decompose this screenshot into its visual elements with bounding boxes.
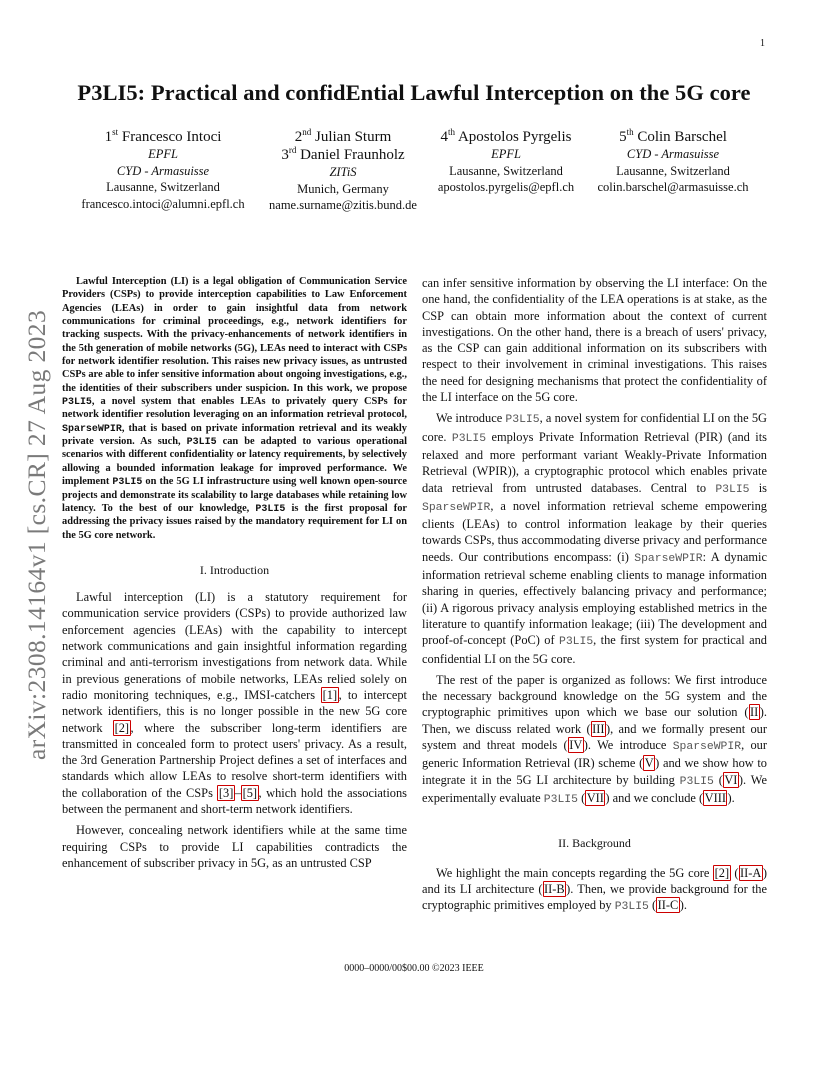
abstract-text: , a novel system that enables LEAs to privately query CSPs for network identifier resolution leveraging on an information retrieval protocol, [62, 396, 407, 421]
system-name: P3LI5 [505, 414, 540, 427]
body-text: ( [713, 772, 723, 787]
citation-link[interactable]: [2] [114, 720, 130, 735]
body-text: ( [648, 898, 657, 913]
author-ordinal: 1 [104, 129, 113, 145]
intro-paragraph-3 [422, 410, 767, 666]
author-name: Colin Barschel [637, 129, 727, 145]
author-ordinal: 5 [619, 129, 627, 145]
body-text: ), and we formally present our system and threat models ( [422, 721, 767, 753]
author-name: Francesco Intoci [121, 129, 222, 145]
abstract-text: is the first proposal for addressing the privacy issues raised by the mandatory requirement for LI on the 5G core network. [62, 502, 407, 541]
scheme-name: SparseWPIR [634, 552, 703, 565]
background-paragraph-1 [422, 865, 767, 916]
author-location: Lausanne, Switzerland [616, 163, 730, 178]
citation-link[interactable]: [2] [714, 865, 730, 880]
section-ref-link[interactable]: IV [569, 738, 583, 753]
author-email: apostolos.pyrgelis@epfl.ch [437, 180, 575, 194]
author-affiliation: EPFL [148, 147, 178, 161]
author-ordinal-suffix: st [112, 127, 119, 137]
abstract [62, 275, 407, 542]
scheme-name: SparseWPIR [672, 741, 742, 754]
system-name: P3LI5 [679, 775, 714, 788]
author-ordinal-suffix: nd [302, 127, 312, 137]
intro-paragraph-4 [422, 672, 767, 808]
section-ref-link[interactable]: VIII [704, 790, 726, 805]
body-text: , a novel information retrieval scheme empowering clients (LEAs) to control information leakage by their queries towards CSPs, thus accommodating diverse privacy and performance needs. Our contributions encompass: (i) [422, 498, 767, 564]
intro-paragraph-2: However, concealing network identifiers while at the same time requiring CSPs to provide LI capabilities contradicts the enhancement of subscriber privacy in 5G, as an untrusted CSP [62, 823, 407, 870]
section-ref-link[interactable]: II-A [740, 865, 762, 880]
body-text: ). [679, 898, 688, 913]
system-name: P3LI5 [451, 432, 487, 445]
author-location: Munich, Germany [297, 181, 389, 196]
copyright-footer: 0000–0000/00$00.00 ©2023 IEEE [344, 963, 484, 974]
body-text: ). Then, we discuss related work ( [422, 705, 767, 736]
section-ref-link[interactable]: VI [724, 772, 738, 787]
body-text: – [234, 785, 242, 800]
intro-paragraph-2-continued: can infer sensitive information by observing the LI interface: On the one hand, the confidentiality of the LEA operations is at stake, as the CSP can obtain more information about the context of current investigations. On the other hand, there is a breach of users' privacy, as the CSP can gain additional information on its subscribers with respect to their involvement in criminal investigations. This raises the need for designing mechanisms that protect the confidentiality of the LI interface on the 5G core. [422, 276, 767, 405]
intro-paragraph-1 [62, 589, 407, 817]
body-text: , our generic Information Retrieval (IR) scheme ( [422, 738, 767, 771]
author-block-3 [429, 128, 583, 196]
author-ordinal-suffix: th [448, 127, 456, 137]
author-location: Lausanne, Switzerland [106, 180, 220, 194]
body-text: ) and its LI architecture ( [422, 865, 767, 896]
system-name: P3LI5 [558, 636, 594, 649]
body-text: : A dynamic information retrieval scheme enabling clients to manage information sharing in queries, effectively balancing privacy and performance; (ii) A rigorous privacy analysis employing established metrics in the literature to quantify information leakage; (iii) The development and proof-of-concept (PoC) of [422, 549, 767, 648]
author-email: francesco.intoci@alumni.epfl.ch [81, 196, 245, 211]
section-ref-link[interactable]: III [592, 721, 605, 736]
abstract-text: can be adapted to various operational scenarios with different confidentiality or latency requirements, by selectively allowing a bounded information leakage for improved performance. We implement [62, 436, 407, 488]
system-name: P3LI5 [614, 901, 649, 914]
system-name: P3LI5 [112, 476, 143, 488]
abstract-text: Lawful Interception (LI) is a legal obligation of Communication Service Providers (CSPs) to provide interception capabilities to Law Enforcement Agencies (LEAs) in order to gain insightful data from network communications for criminal proceedings, e.g., network identifiers for tracking suspects. With the privacy-enhancements of network identifiers in the 5th generation of mobile networks (5G), LEAs need to interact with CSPs for network identifier resolution. This raises new privacy issues, as untrusted CSPs are able to infer sensitive information about ongoing investigations, e.g., the identities of their subscribers under suspicion. In this work, we propose [62, 276, 407, 394]
section-ref-link[interactable]: VII [586, 790, 604, 805]
body-text: ( [577, 790, 586, 805]
author-block-1 [72, 128, 254, 212]
system-name: P3LI5 [715, 483, 750, 496]
body-text: ( [730, 865, 739, 880]
section-ref-link[interactable]: II [750, 705, 759, 720]
citation-link[interactable]: [1] [322, 687, 338, 702]
author-block-4 [585, 128, 761, 196]
author-email: name.surname@zitis.bund.de [269, 198, 417, 212]
body-text: ). We introduce [583, 738, 673, 753]
section-ref-link[interactable]: II-B [544, 881, 565, 896]
body-text: ) and we conclude ( [605, 790, 704, 805]
system-name: P3LI5 [62, 396, 92, 408]
author-name: Julian Sturm [314, 129, 392, 145]
body-text: , the first system for practical and confidential LI on the 5G core. [422, 633, 767, 666]
author-location: Lausanne, Switzerland [449, 163, 563, 178]
author-affiliation-secondary: CYD - Armasuisse [116, 163, 210, 178]
body-text: is [749, 480, 767, 495]
body-text: , which hold the associations between the permanent and short-term network identifiers. [62, 785, 407, 817]
left-column [62, 275, 407, 871]
arxiv-stamp: arXiv:2308.14164v1 [cs.CR] 27 Aug 2023 [22, 309, 51, 760]
author-ordinal: 4 [440, 129, 449, 145]
system-name: P3LI5 [186, 436, 217, 448]
author-ordinal: 3 [281, 147, 289, 163]
body-text: Lawful interception (LI) is a statutory requirement for communication service providers (CSPs) to provide authorized law enforcement agencies (LEAs) with the capability to intercept network communications and gain insightful information regarding criminal and anti-terrorism investigations from network data. While in previous generations of mobile networks, LEAs relied solely on radio monitoring techniques, e.g., IMSI-catchers [62, 590, 407, 702]
body-text: ). [727, 790, 735, 805]
author-name: Daniel Fraunholz [300, 147, 405, 163]
body-text: ) and we show how to integrate it in the 5G LI architecture by building [422, 756, 768, 787]
author-affiliation: EPFL [491, 147, 521, 161]
body-text: employs Private Information Retrieval (PIR) (and its relaxed and more performant variant Weakly-Private Information Retrieval (WPIR)), a cryptographic protocol which enables private data retrieval from untrusted databases. Central to [422, 429, 767, 495]
body-text: The rest of the paper is organized as follows: We first introduce the necessary background knowledge on the 5G system and the cryptographic primitives upon which we base our solution ( [422, 672, 767, 720]
author-affiliation: CYD - Armasuisse [626, 147, 720, 161]
body-text: We highlight the main concepts regarding the 5G core [436, 865, 714, 880]
author-affiliation: ZITiS [329, 165, 357, 179]
section-heading-introduction: I. Introduction [199, 562, 270, 577]
body-text: ). We experimentally evaluate [422, 772, 767, 805]
body-text: , to intercept network identifiers, this is no longer possible in the new 5G core network [62, 687, 407, 735]
scheme-name: SparseWPIR [422, 501, 491, 514]
body-text: We introduce [436, 411, 506, 426]
author-block-2 [258, 128, 428, 214]
author-ordinal-suffix: rd [288, 145, 297, 155]
author-email: colin.barschel@armasuisse.ch [597, 180, 749, 194]
abstract-text: on the 5G LI infrastructure using well known open-source projects and demonstrate its scalability to large databases while retaining low latency. To the best of our knowledge, [62, 476, 407, 514]
abstract-text: , that is based on private information retrieval and its weakly private version. As such, [62, 422, 407, 448]
section-ref-link[interactable]: II-C [657, 898, 679, 913]
author-name: Apostolos Pyrgelis [457, 129, 572, 145]
author-ordinal-suffix: th [626, 127, 634, 137]
body-text: , a novel system for confidential LI on the 5G core. [422, 411, 767, 444]
section-ref-link[interactable]: V [644, 756, 654, 771]
section-heading-background: II. Background [558, 836, 631, 851]
body-text: , where the subscriber long-term identifiers are transmitted in concealed form to protect users' privacy. As a result, the 3rd Generation Partnership Project defines a set of interfaces and standards which allow LEAs to resolve short-term identifiers with the collaboration of the CSPs [62, 720, 408, 800]
page-number: 1 [760, 38, 765, 49]
author-ordinal: 2 [294, 129, 303, 145]
system-name: P3LI5 [255, 502, 286, 514]
paper-title: P3LI5: Practical and confidEntial Lawful Interception on the 5G core [77, 80, 751, 105]
right-column [422, 275, 767, 915]
citation-link[interactable]: [3] [218, 785, 234, 800]
body-text: ). Then, we provide background for the cryptographic primitives employed by [422, 881, 767, 913]
citation-link[interactable]: [5] [242, 785, 258, 800]
system-name: P3LI5 [543, 793, 578, 806]
scheme-name: SparseWPIR [62, 422, 122, 434]
